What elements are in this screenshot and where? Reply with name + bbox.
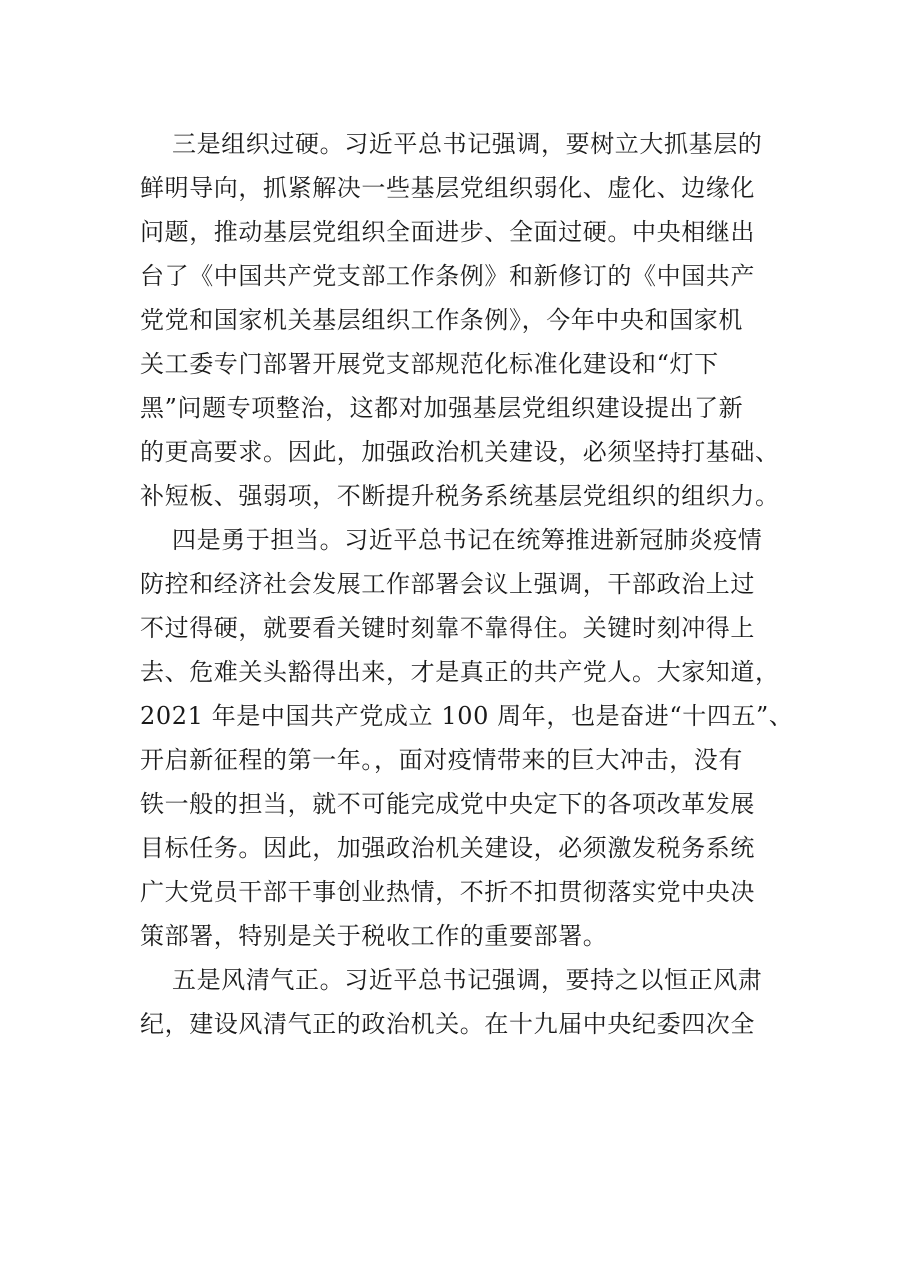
text-line: 补短板、强弱项，不断提升税务系统基层党组织的组织力。 (140, 482, 780, 510)
text-line: 党党和国家机关基层组织工作条例》，今年中央和国家机 (140, 306, 743, 334)
text-line: 防控和经济社会发展工作部署会议上强调，干部政治上过 (140, 570, 755, 598)
text-line: 五是风清气正。习近平总书记强调，要持之以恒正风肃 (172, 966, 763, 994)
text-line: 台了《中国共产党支部工作条例》和新修订的《中国共产 (140, 262, 755, 290)
text-line: 黑”问题专项整治，这都对加强基层党组织建设提出了新 (140, 394, 744, 422)
text-line: 四是勇于担当。习近平总书记在统筹推进新冠肺炎疫情 (172, 526, 763, 554)
text-line: 去、危难关头豁得出来，才是真正的共产党人。大家知道， (140, 658, 780, 686)
text-line: 纪，建设风清气正的政治机关。在十九届中央纪委四次全 (140, 1010, 755, 1038)
text-line: 铁一般的担当，就不可能完成党中央定下的各项改革发展 (140, 790, 755, 818)
text-line: 开启新征程的第一年。，面对疫情带来的巨大冲击，没有 (140, 746, 743, 774)
text-line: 三是组织过硬。习近平总书记强调，要树立大抓基层的 (172, 130, 763, 158)
text-line: 问题，推动基层党组织全面进步、全面过硬。中央相继出 (140, 218, 755, 246)
text-line: 2021 年是中国共产党成立 100 周年，也是奋进“十四五”、 (140, 702, 794, 730)
text-line: 关工委专门部署开展党支部规范化标准化建设和“灯下 (140, 350, 719, 378)
text-line: 的更高要求。因此，加强政治机关建设，必须坚持打基础、 (140, 438, 780, 466)
text-line: 鲜明导向，抓紧解决一些基层党组织弱化、虚化、边缘化 (140, 174, 755, 202)
text-line: 策部署，特别是关于税收工作的重要部署。 (140, 922, 608, 950)
text-line: 广大党员干部干事创业热情，不折不扣贯彻落实党中央决 (140, 878, 755, 906)
text-line: 不过得硬，就要看关键时刻靠不靠得住。关键时刻冲得上 (140, 614, 755, 642)
text-line: 目标任务。因此，加强政治机关建设，必须激发税务系统 (140, 834, 755, 862)
